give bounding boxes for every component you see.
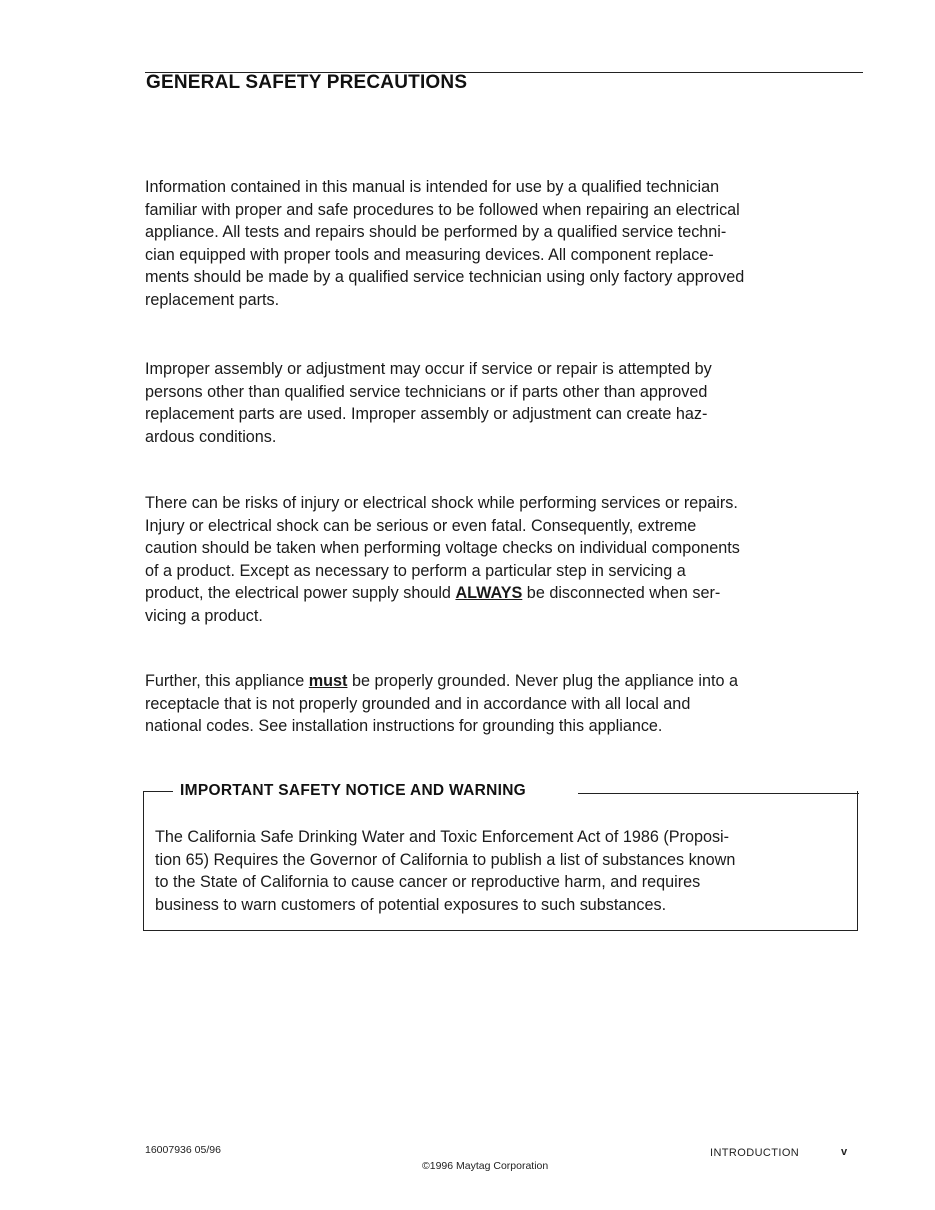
footer-copyright: ©1996 Maytag Corporation [422, 1160, 549, 1172]
paragraph-line: of a product. Except as necessary to perform a particular step in servicing a [145, 561, 686, 580]
notice-title: IMPORTANT SAFETY NOTICE AND WARNING [180, 782, 527, 799]
footer-doc-code: 16007936 05/96 [145, 1144, 221, 1156]
paragraph-line: cian equipped with proper tools and measuring devices. All component replace- [145, 245, 714, 264]
notice-line: to the State of California to cause cancer or reproductive harm, and requires [155, 873, 701, 891]
paragraph-text: Further, this appliance [145, 672, 309, 690]
paragraph-line: Improper assembly or adjustment may occur if service or repair is attempted by [145, 360, 712, 378]
paragraph-line: receptacle that is not properly grounded and in accordance with all local and [145, 694, 691, 713]
emphasis-always: ALWAYS [455, 584, 523, 602]
paragraph-line: replacement parts are used. Improper assembly or adjustment can create haz- [145, 405, 708, 423]
paragraph-line: persons other than qualified service technicians or if parts other than approved [145, 382, 708, 401]
paragraph-line: vicing a product. [145, 606, 263, 625]
paragraph-qualified-technician [145, 176, 867, 311]
paragraph-text: product, the electrical power supply should [145, 584, 456, 602]
paragraph-line: ardous conditions. [145, 427, 277, 446]
paragraph-improper-assembly [145, 358, 867, 448]
paragraph-line: appliance. All tests and repairs should be performed by a qualified service techni- [145, 223, 727, 241]
paragraph-grounding [145, 670, 867, 738]
paragraph-shock-risk [145, 492, 867, 627]
paragraph-line: Injury or electrical shock can be serious or even fatal. Consequently, extreme [145, 516, 697, 535]
notice-line: tion 65) Requires the Governor of California to publish a list of substances known [155, 850, 736, 869]
notice-text [155, 826, 855, 916]
paragraph-line [145, 670, 867, 693]
footer-section: INTRODUCTION [710, 1147, 800, 1159]
paragraph-line: There can be risks of injury or electrical shock while performing services or repairs. [145, 494, 738, 512]
notice-line: The California Safe Drinking Water and Toxic Enforcement Act of 1986 (Proposi- [155, 828, 730, 846]
paragraph-line: familiar with proper and safe procedures to be followed when repairing an electrical [145, 200, 740, 219]
paragraph-line: ments should be made by a qualified service technician using only factory approved [145, 268, 745, 286]
emphasis-must: must [308, 672, 348, 690]
paragraph-line: replacement parts. [145, 290, 280, 309]
page-title: GENERAL SAFETY PRECAUTIONS [146, 72, 468, 93]
paragraph-line: national codes. See installation instructions for grounding this appliance. [145, 717, 663, 735]
footer-page-number: v [841, 1146, 848, 1158]
notice-border-left [143, 791, 173, 792]
paragraph-line: Information contained in this manual is intended for use by a qualified technician [145, 178, 720, 196]
paragraph-line: caution should be taken when performing voltage checks on individual components [145, 539, 740, 557]
paragraph-text: be disconnected when ser- [522, 584, 721, 602]
paragraph-text: be properly grounded. Never plug the appliance into a [347, 672, 739, 690]
notice-line: business to warn customers of potential exposures to such substances. [155, 895, 667, 914]
notice-border-right [578, 793, 859, 794]
paragraph-line [145, 582, 867, 605]
